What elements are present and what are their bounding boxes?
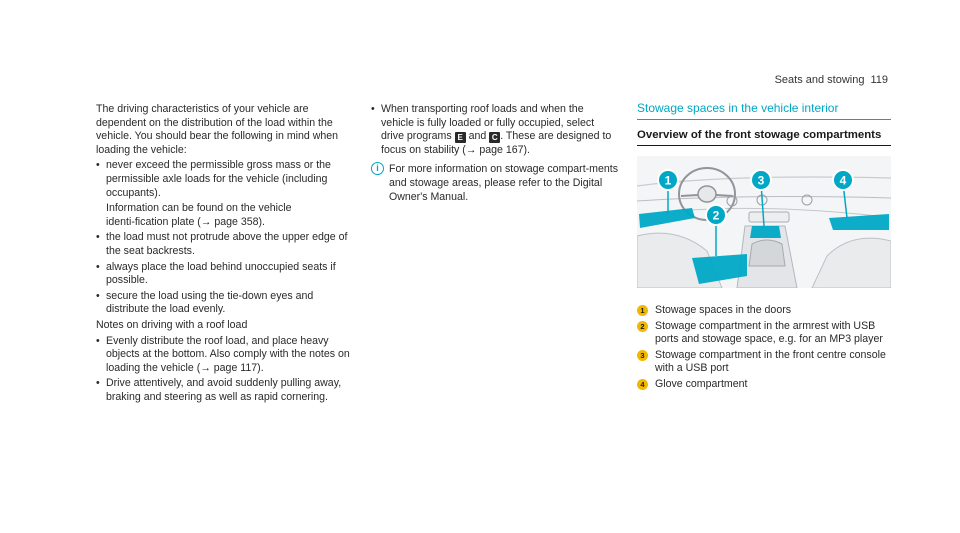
section-name: Seats and stowing	[774, 74, 865, 86]
identification-plate-ref[interactable]: Information can be found on the vehicle identi‑fication plate (→ page 358).	[106, 202, 292, 228]
stowage-legend	[637, 304, 891, 392]
callout-4	[833, 170, 853, 190]
section-title: Stowage spaces in the vehicle interior	[637, 101, 891, 120]
svg-text:1: 1	[664, 173, 672, 188]
loading-bullets	[96, 159, 351, 317]
loading-intro: The driving characteristics of your vehicle are dependent on the distribution of the load within the vehicle. You should bear the following in mind when loading the vehicle:	[96, 103, 339, 156]
page-number: 119	[870, 74, 888, 86]
callout-2	[706, 205, 726, 225]
callout-1	[658, 170, 678, 190]
svg-text:3: 3	[757, 173, 765, 188]
legend-number: 3	[637, 350, 648, 361]
legend-item: 1 Stowage spaces in the doors	[637, 304, 891, 318]
svg-text:2: 2	[712, 208, 720, 223]
bullet-item: • always place the load behind unoccupied seats if possible.	[96, 261, 351, 288]
legend-number: 1	[637, 305, 648, 316]
column-drive-programs	[371, 103, 619, 204]
bullet-item: • When transporting roof loads and when the vehicle is fully loaded or fully occupied, select drive programs E and C . These are designed to focus on stability (→ page 167).	[371, 103, 619, 157]
bullet-item: • Drive attentively, and avoid suddenly pulling away, braking and steering as well as rapid cornering.	[96, 377, 351, 404]
bullet-item: • secure the load using the tie-down eyes and distribute the load evenly.	[96, 290, 351, 317]
bullet-item: • the load must not protrude above the upper edge of the seat backrests.	[96, 231, 351, 258]
subsection-title: Overview of the front stowage compartments	[637, 128, 891, 146]
legend-item: 2 Stowage compartment in the armrest with USB ports and stowage space, e.g. for an MP3 player	[637, 320, 891, 347]
column-stowage	[637, 101, 891, 394]
info-note: i For more information on stowage compart‑ments and stowage areas, please refer to the Digital Owner's Manual.	[371, 163, 619, 204]
page-header	[775, 74, 888, 86]
legend-item: 4 Glove compartment	[637, 378, 891, 392]
interior-illustration	[637, 156, 891, 288]
bullet-item: • never exceed the permissible gross mass or the permissible axle loads for the vehicle (including occupants). Information can be found on the vehicle identi‑fication plate (→ page 358).	[96, 159, 351, 229]
car-interior-drawing	[637, 156, 891, 288]
column-loading	[96, 103, 351, 406]
legend-item: 3 Stowage compartment in the front centre console with a USB port	[637, 349, 891, 376]
bullet-item: • Evenly distribute the roof load, and place heavy objects at the bottom. Also comply with the notes on loading the vehicle (→ page 117).	[96, 335, 351, 376]
roof-load-bullets	[96, 335, 351, 405]
info-icon: i	[371, 162, 384, 175]
svg-text:4: 4	[839, 173, 847, 188]
drive-program-c-icon: C	[489, 132, 500, 143]
legend-number: 2	[637, 321, 648, 332]
drive-program-bullets	[371, 103, 619, 157]
roof-load-heading: Notes on driving with a roof load	[96, 318, 248, 331]
drive-program-e-icon: E	[455, 132, 466, 143]
legend-number: 4	[637, 379, 648, 390]
callout-3	[751, 170, 771, 190]
